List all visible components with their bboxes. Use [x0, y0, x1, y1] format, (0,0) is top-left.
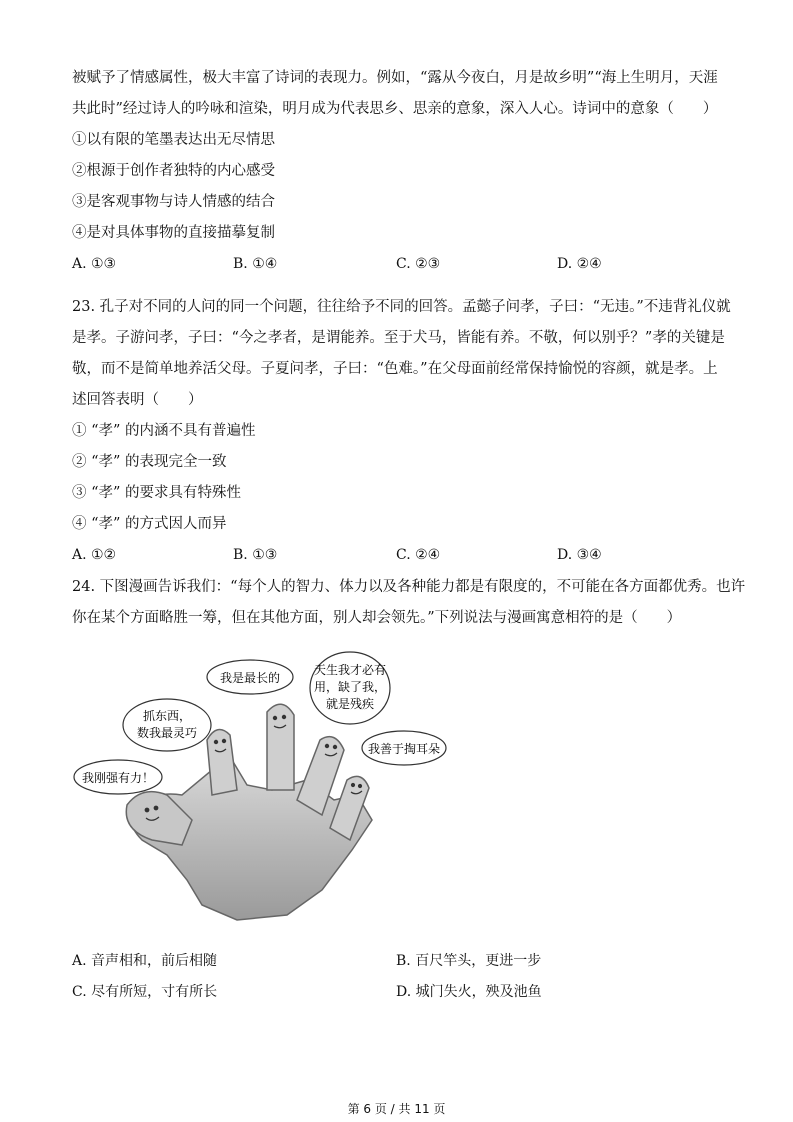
q24-line-1: 24. 下图漫画告诉我们：“每个人的智力、体力以及各种能力都是有限度的，不可能在各方面都优秀。也许 — [72, 579, 746, 595]
q23-option-d: D. ③④ — [557, 547, 602, 563]
q23-line-1: 23. 孔子对不同的人问的同一个问题，往往给予不同的回答。孟懿子问孝，子曰：“无违。”不违背礼仪就 — [72, 299, 731, 315]
hand-cartoon — [72, 640, 452, 940]
bubble-index-text-1: 抓东西， — [142, 709, 192, 723]
intro-line-1: 被赋予了情感属性，极大丰富了诗词的表现力。例如，“露从今夜白，月是故乡明”“海上生明月，天涯 — [72, 70, 718, 86]
intro-option-c: C. ②③ — [396, 256, 441, 272]
bubble-ring-text-1: 天生我才必有 — [313, 663, 387, 677]
q24-line-2: 你在某个方面略胜一筹，但在其他方面，别人却会领先。”下列说法与漫画寓意相符的是（ ） — [72, 610, 682, 626]
q23-statement-2: ② “孝” 的表现完全一致 — [72, 454, 227, 470]
q23-line-4: 述回答表明（ ） — [72, 392, 203, 408]
intro-line-2: 共此时”经过诗人的吟咏和渲染，明月成为代表思乡、思亲的意象，深入人心。诗词中的意象（ ） — [72, 101, 718, 117]
q23-line-2: 是孝。子游问孝，子曰：“今之孝者，是谓能养。至于犬马，皆能有养。不敬，何以别乎？”孝的关键是 — [72, 330, 725, 346]
bubble-ring-text-3: 就是残疾 — [325, 697, 375, 711]
bubble-index-text-2: 数我最灵巧 — [136, 726, 198, 740]
page-footer: 第 6 页 / 共 11 页 — [347, 1102, 446, 1116]
q24-option-b: B. 百尺竿头，更进一步 — [396, 953, 542, 969]
intro-option-b: B. ①④ — [233, 256, 278, 272]
bubble-ring-text-2: 用，缺了我， — [313, 680, 387, 694]
q23-statement-3: ③ “孝” 的要求具有特殊性 — [72, 485, 242, 501]
middle-finger-shape — [267, 704, 294, 790]
intro-statement-4: ④是对具体事物的直接描摹复制 — [72, 225, 275, 241]
q23-option-a: A. ①② — [72, 547, 117, 563]
q23-line-3: 敬，而不是简单地养活父母。子夏问孝，子曰：“色难。”在父母面前经常保持愉悦的容颜，就是孝。上 — [72, 361, 718, 377]
q24-option-d: D. 城门失火，殃及池鱼 — [396, 984, 542, 1000]
bubble-thumb-text: 我刚强有力！ — [81, 771, 155, 785]
intro-statement-2: ②根源于创作者独特的内心感受 — [72, 163, 275, 179]
q23-statement-1: ① “孝” 的内涵不具有普遍性 — [72, 423, 256, 439]
q23-statement-4: ④ “孝” 的方式因人而异 — [72, 516, 227, 532]
q24-option-c: C. 尽有所短，寸有所长 — [72, 984, 218, 1000]
q23-option-c: C. ②④ — [396, 547, 441, 563]
intro-statement-3: ③是客观事物与诗人情感的结合 — [72, 194, 275, 210]
q24-option-a: A. 音声相和，前后相随 — [72, 953, 218, 969]
bubble-middle-text: 我是最长的 — [219, 671, 281, 685]
q23-option-b: B. ①③ — [233, 547, 278, 563]
intro-option-a: A. ①③ — [72, 256, 117, 272]
intro-option-d: D. ②④ — [557, 256, 602, 272]
intro-statement-1: ①以有限的笔墨表达出无尽情思 — [72, 132, 275, 148]
index-finger-shape — [207, 730, 237, 795]
bubble-pinky-text: 我善于掏耳朵 — [367, 742, 441, 756]
